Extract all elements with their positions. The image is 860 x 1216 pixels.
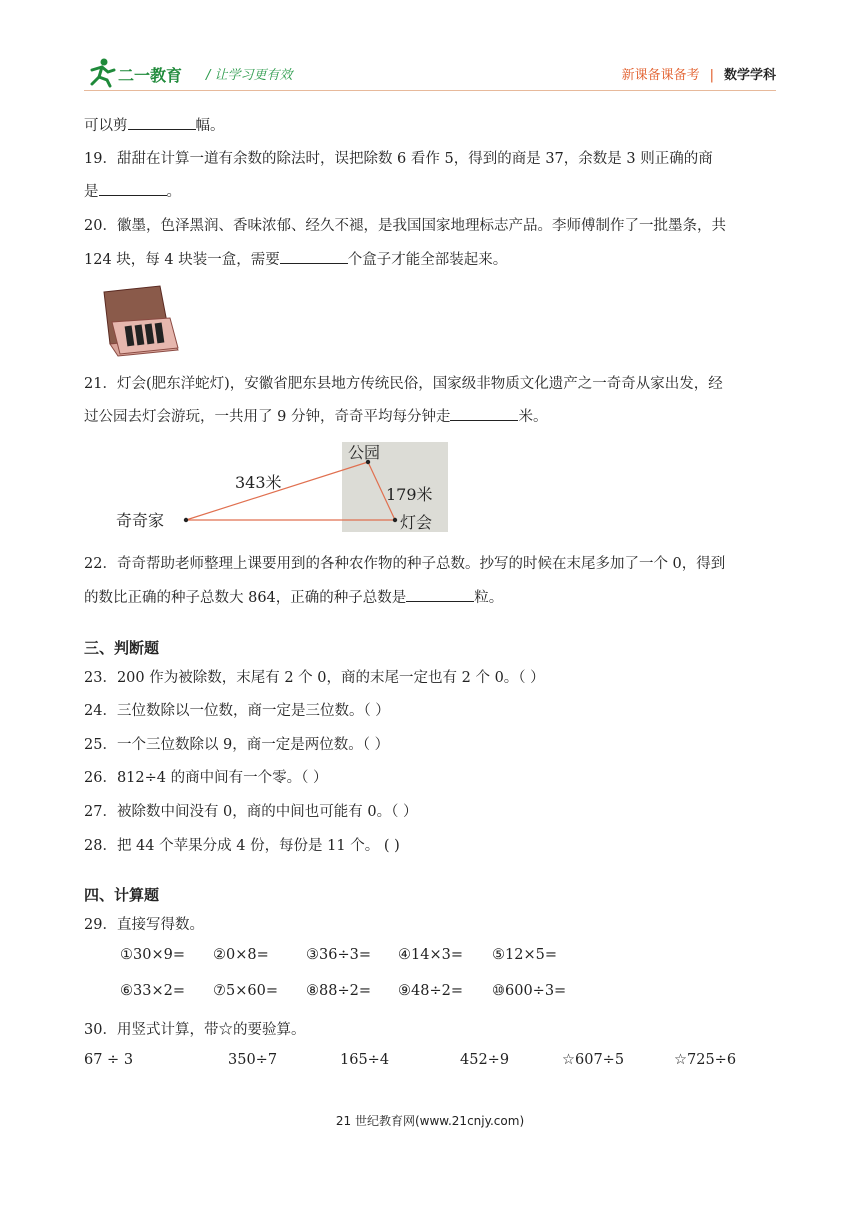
calc-item: ⑥33×2= (120, 983, 185, 999)
answer-blank (280, 251, 348, 264)
calc-item: ⑧88÷2= (306, 983, 371, 999)
question-23: 23．200 作为被除数，末尾有 2 个 0，商的末尾一定也有 2 个 0。（ ） (84, 670, 545, 686)
page-header (84, 56, 776, 90)
question-20-cont (84, 248, 507, 269)
question-22-cont (84, 586, 503, 607)
calc-item: ⑨48÷2= (398, 983, 463, 999)
answer-blank (128, 117, 196, 130)
question-22: 22．奇奇帮助老师整理上课要用到的各种农作物的种子总数。抄写的时候在末尾多加了一个 0，得到 (84, 556, 726, 572)
page-footer: 21 世纪教育网(www.21cnjy.com) (335, 1114, 525, 1128)
text: 米。 (518, 409, 548, 425)
text: 124 块，每 4 块装一盒，需要 (84, 252, 280, 268)
question-21: 21．灯会(肥东洋蛇灯)，安徽省肥东县地方传统民俗，国家级非物质文化遗产之一奇奇从家出发，经 (84, 376, 723, 392)
question-21-cont (84, 405, 547, 426)
vertical-calc-item: ☆725÷6 (674, 1052, 737, 1068)
calc-item: ⑤12×5= (492, 947, 557, 963)
question-27: 27．被除数中间没有 0，商的中间也可能有 0。（ ） (84, 804, 418, 820)
header-subject-label: 数学学科 (723, 68, 776, 83)
question-26: 26．812÷4 的商中间有一个零。（ ） (84, 770, 328, 786)
text: 。 (166, 184, 181, 200)
question-28: 28．把 44 个苹果分成 4 份，每份是 11 个。 ( ) (84, 838, 400, 854)
vertical-calc-item: 165÷4 (340, 1052, 390, 1068)
question-20: 20．徽墨，色泽黑润、香味浓郁、经久不褪，是我国国家地理标志产品。李师傅制作了一批墨条，共 (84, 218, 726, 234)
label-distance-2: 179米 (386, 485, 433, 504)
answer-blank (99, 183, 167, 196)
header-separator: | (709, 68, 714, 83)
calc-item: ②0×8= (213, 947, 269, 963)
question-18-end (84, 114, 225, 135)
brand-logo (84, 56, 204, 88)
vertical-calc-item: 350÷7 (228, 1052, 278, 1068)
question-29: 29．直接写得数。 (84, 917, 204, 933)
text: 的数比正确的种子总数大 864，正确的种子总数是 (84, 590, 407, 606)
answer-blank (406, 589, 474, 602)
vertical-calc-item: 452÷9 (460, 1052, 510, 1068)
vertical-calc-item: ☆607÷5 (562, 1052, 625, 1068)
section-4-title: 四、计算题 (84, 886, 160, 904)
header-course-label: 新课备课备考 (621, 68, 700, 83)
question-19-cont (84, 180, 181, 201)
runner-icon (84, 56, 118, 88)
ink-box-image (100, 282, 182, 360)
question-25: 25．一个三位数除以 9，商一定是两位数。（ ） (84, 737, 390, 753)
question-24: 24．三位数除以一位数，商一定是三位数。（ ） (84, 703, 390, 719)
question-30: 30．用竖式计算，带☆的要验算。 (84, 1022, 306, 1038)
calc-item: ①30×9= (120, 947, 185, 963)
text: 过公园去灯会游玩，一共用了 9 分钟，奇奇平均每分钟走 (84, 409, 451, 425)
calc-item: ④14×3= (398, 947, 463, 963)
label-home: 奇奇家 (116, 511, 165, 530)
section-3-title: 三、判断题 (84, 639, 160, 657)
text: 是 (84, 184, 99, 200)
logo-text: 二一教育 (118, 66, 183, 85)
label-distance-1: 343米 (235, 473, 282, 492)
label-park: 公园 (348, 443, 381, 462)
label-lantern: 灯会 (400, 513, 433, 532)
text: 可以剪 (84, 118, 128, 134)
calc-item: ③36÷3= (306, 947, 371, 963)
vertical-calc-item: 67 ÷ 3 (84, 1052, 134, 1068)
text: 幅。 (195, 118, 225, 134)
calc-item: ⑦5×60= (213, 983, 278, 999)
answer-blank (450, 408, 518, 421)
header-divider (84, 90, 776, 91)
header-right (622, 64, 776, 83)
calc-item: ⑩600÷3= (492, 983, 567, 999)
text: 粒。 (474, 590, 504, 606)
text: 个盒子才能全部装起来。 (347, 252, 508, 268)
slogan: / 让学习更有效 (206, 68, 293, 83)
route-diagram (110, 440, 450, 532)
question-19: 19．甜甜在计算一道有余数的除法时，误把除数 6 看作 5，得到的商是 37，余数是 3 则正确的商 (84, 151, 713, 167)
